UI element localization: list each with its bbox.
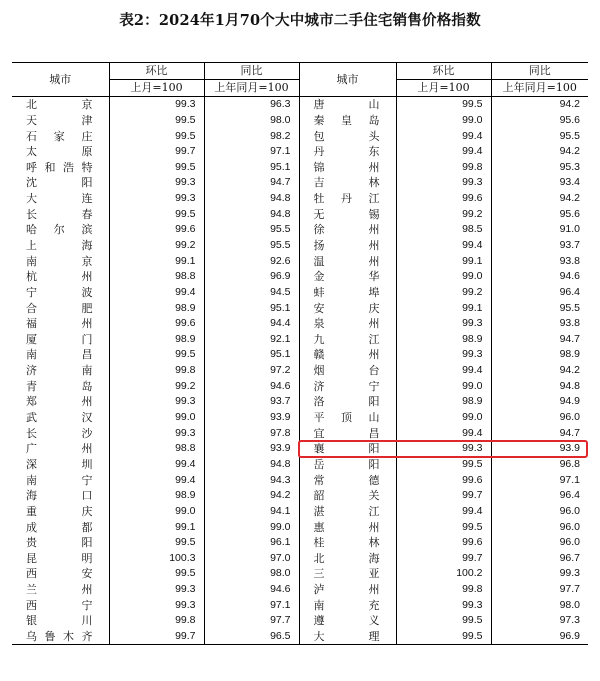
- yoy-value-right: 96.7: [559, 551, 580, 564]
- yoy-value-right: 94.2: [559, 364, 580, 377]
- table-row: [12, 582, 588, 598]
- mom-value-left: 99.5: [109, 206, 204, 222]
- header-row-1: [12, 63, 588, 80]
- header-city-left: 城市: [12, 63, 109, 97]
- yoy-value-left: 98.2: [204, 128, 299, 144]
- city-name-left: 合肥: [12, 300, 109, 316]
- city-name-left: 昆明: [12, 551, 109, 567]
- city-name-right: 宜昌: [299, 425, 396, 441]
- table-row: [12, 285, 588, 301]
- table-row: [12, 144, 588, 160]
- yoy-value-right: 94.7: [559, 426, 580, 439]
- table-row: [12, 160, 588, 176]
- mom-value-right: 98.5: [396, 222, 491, 238]
- yoy-value-left: 95.5: [204, 222, 299, 238]
- city-name-right: 韶关: [299, 488, 396, 504]
- mom-value-right: 99.7: [396, 488, 491, 504]
- mom-value-right: 99.4: [396, 128, 491, 144]
- mom-value-left: 98.8: [109, 441, 204, 457]
- city-name-right: 平顶山: [299, 410, 396, 426]
- mom-value-right: 99.7: [396, 551, 491, 567]
- yoy-value-right: 95.6: [559, 207, 580, 220]
- yoy-value-right: 94.6: [559, 270, 580, 283]
- city-name-left: 广州: [12, 441, 109, 457]
- city-name-right: 牡丹江: [299, 191, 396, 207]
- yoy-value-left: 95.1: [204, 300, 299, 316]
- yoy-value-right: 93.4: [559, 176, 580, 189]
- city-name-right: 泸州: [299, 582, 396, 598]
- mom-value-left: 99.4: [109, 472, 204, 488]
- city-name-left: 石家庄: [12, 128, 109, 144]
- table-row: [12, 253, 588, 269]
- yoy-value-left: 97.1: [204, 598, 299, 614]
- yoy-value-right: 93.7: [559, 238, 580, 251]
- mom-value-right: 99.5: [396, 457, 491, 473]
- yoy-value-right: 96.8: [559, 457, 580, 470]
- table-row: [12, 347, 588, 363]
- table-row: [12, 113, 588, 129]
- mom-value-left: 99.0: [109, 410, 204, 426]
- city-name-left: 西宁: [12, 598, 109, 614]
- yoy-value-left: 96.5: [204, 629, 299, 645]
- mom-value-left: 99.8: [109, 613, 204, 629]
- mom-value-right: 99.5: [396, 519, 491, 535]
- mom-value-left: 99.4: [109, 457, 204, 473]
- table-row: [12, 519, 588, 535]
- table-row: [12, 472, 588, 488]
- city-name-right: 大理: [299, 629, 396, 645]
- yoy-value-right: 97.7: [559, 583, 580, 596]
- table-title: 表2：2024年1月70个大中城市二手住宅销售价格指数: [119, 12, 481, 29]
- mom-value-left: 98.9: [109, 488, 204, 504]
- table-row: [12, 206, 588, 222]
- yoy-value-left: 94.6: [204, 582, 299, 598]
- yoy-value-left: 96.9: [204, 269, 299, 285]
- yoy-value-left: 94.2: [204, 488, 299, 504]
- yoy-value-left: 94.8: [204, 206, 299, 222]
- mom-value-right: 99.4: [396, 363, 491, 379]
- city-name-right: 洛阳: [299, 394, 396, 410]
- city-name-left: 杭州: [12, 269, 109, 285]
- city-name-left: 宁波: [12, 285, 109, 301]
- yoy-value-left: 92.6: [204, 253, 299, 269]
- city-name-left: 海口: [12, 488, 109, 504]
- mom-value-left: 99.3: [109, 598, 204, 614]
- mom-value-left: 99.3: [109, 97, 204, 113]
- yoy-value-right: 96.9: [491, 629, 588, 645]
- city-name-right: 锦州: [299, 160, 396, 176]
- mom-value-right: 98.9: [396, 332, 491, 348]
- yoy-value-right: 96.0: [559, 536, 580, 549]
- table-row: [12, 410, 588, 426]
- table-row: [12, 222, 588, 238]
- header-yoy-right: 同比: [491, 63, 588, 80]
- table-row: [12, 535, 588, 551]
- yoy-value-left: 98.0: [204, 113, 299, 129]
- table-row: [12, 566, 588, 582]
- table-row: [12, 394, 588, 410]
- city-name-left: 兰州: [12, 582, 109, 598]
- mom-value-left: 99.6: [109, 316, 204, 332]
- city-name-left: 郑州: [12, 394, 109, 410]
- yoy-value-left: 98.0: [204, 566, 299, 582]
- header-yoy-base-right: 上年同月=100: [491, 80, 588, 97]
- city-name-left: 南宁: [12, 472, 109, 488]
- city-name-left: 呼和浩特: [12, 160, 109, 176]
- mom-value-left: 99.8: [109, 363, 204, 379]
- city-name-right: 湛江: [299, 504, 396, 520]
- table-row: [12, 629, 588, 645]
- mom-value-right: 99.4: [396, 238, 491, 254]
- mom-value-left: 99.5: [109, 128, 204, 144]
- yoy-value-right: 93.8: [559, 317, 580, 330]
- mom-value-right: 98.9: [396, 394, 491, 410]
- yoy-value-right: 93.9: [559, 442, 580, 455]
- table-row: [12, 425, 588, 441]
- city-name-right: 金华: [299, 269, 396, 285]
- city-name-left: 乌鲁木齐: [12, 629, 109, 645]
- mom-value-left: 99.3: [109, 175, 204, 191]
- table-row: [12, 316, 588, 332]
- city-name-left: 贵阳: [12, 535, 109, 551]
- table-row: [12, 598, 588, 614]
- yoy-value-left: 94.5: [204, 285, 299, 301]
- header-mom-right: 环比: [396, 63, 491, 80]
- yoy-value-left: 94.4: [204, 316, 299, 332]
- yoy-value-right: 94.2: [559, 98, 580, 111]
- city-name-left: 天津: [12, 113, 109, 129]
- price-index-table: [12, 62, 588, 645]
- header-mom-left: 环比: [109, 63, 204, 80]
- mom-value-right: 99.8: [396, 582, 491, 598]
- mom-value-left: 99.0: [109, 504, 204, 520]
- yoy-value-right: 94.9: [559, 395, 580, 408]
- mom-value-left: 98.9: [109, 300, 204, 316]
- city-name-right: 赣州: [299, 347, 396, 363]
- yoy-value-right: 96.4: [559, 489, 580, 502]
- yoy-value-right: 94.2: [559, 145, 580, 158]
- city-name-right: 无锡: [299, 206, 396, 222]
- city-name-left: 哈尔滨: [12, 222, 109, 238]
- table-row: [12, 175, 588, 191]
- yoy-value-right: 95.5: [559, 301, 580, 314]
- yoy-value-left: 93.9: [204, 410, 299, 426]
- city-name-left: 武汉: [12, 410, 109, 426]
- yoy-value-left: 94.3: [204, 472, 299, 488]
- header-mom-base-right: 上月=100: [396, 80, 491, 97]
- city-name-right: 泉州: [299, 316, 396, 332]
- mom-value-left: 99.3: [109, 425, 204, 441]
- mom-value-right: 99.1: [396, 300, 491, 316]
- table-row: [12, 238, 588, 254]
- mom-value-left: 99.1: [109, 253, 204, 269]
- city-name-left: 成都: [12, 519, 109, 535]
- city-name-right: 扬州: [299, 238, 396, 254]
- city-name-right: 徐州: [299, 222, 396, 238]
- yoy-value-right: 98.0: [559, 598, 580, 611]
- yoy-value-left: 97.0: [204, 551, 299, 567]
- mom-value-left: 99.6: [109, 222, 204, 238]
- mom-value-left: 99.5: [109, 566, 204, 582]
- mom-value-right: 99.3: [396, 347, 491, 363]
- city-name-right: 温州: [299, 253, 396, 269]
- city-name-right: 桂林: [299, 535, 396, 551]
- mom-value-right: 99.0: [396, 410, 491, 426]
- yoy-value-right: 93.8: [559, 254, 580, 267]
- yoy-value-left: 94.8: [204, 457, 299, 473]
- yoy-value-left: 96.3: [204, 97, 299, 113]
- city-name-left: 济南: [12, 363, 109, 379]
- mom-value-right: 99.4: [396, 144, 491, 160]
- city-name-left: 长沙: [12, 425, 109, 441]
- city-name-right: 丹东: [299, 144, 396, 160]
- yoy-value-right: 95.5: [559, 129, 580, 142]
- city-name-right: 遵义: [299, 613, 396, 629]
- city-name-left: 银川: [12, 613, 109, 629]
- yoy-value-right: 97.1: [559, 473, 580, 486]
- mom-value-right: 99.0: [396, 113, 491, 129]
- mom-value-right: 99.4: [396, 425, 491, 441]
- yoy-value-left: 94.6: [204, 379, 299, 395]
- yoy-value-left: 97.7: [204, 613, 299, 629]
- city-name-left: 沈阳: [12, 175, 109, 191]
- city-name-right: 岳阳: [299, 457, 396, 473]
- header-mom-base-left: 上月=100: [109, 80, 204, 97]
- mom-value-right: 99.4: [396, 504, 491, 520]
- mom-value-right: 99.5: [396, 97, 491, 113]
- table-body: [12, 97, 588, 645]
- table-row: [12, 379, 588, 395]
- mom-value-right: 99.2: [396, 285, 491, 301]
- table-row: [12, 613, 588, 629]
- yoy-value-left: 97.8: [204, 425, 299, 441]
- yoy-value-left: 97.1: [204, 144, 299, 160]
- yoy-value-left: 94.8: [204, 191, 299, 207]
- table-row: [12, 97, 588, 113]
- mom-value-right: 99.1: [396, 253, 491, 269]
- city-name-right: 烟台: [299, 363, 396, 379]
- mom-value-left: 99.7: [109, 629, 204, 645]
- mom-value-right: 99.8: [396, 160, 491, 176]
- table-row: [12, 457, 588, 473]
- yoy-value-left: 95.5: [204, 238, 299, 254]
- mom-value-right: 99.3: [396, 316, 491, 332]
- yoy-value-right: 94.8: [559, 379, 580, 392]
- yoy-value-left: 94.7: [204, 175, 299, 191]
- header-yoy-left: 同比: [204, 63, 299, 80]
- city-name-right: 包头: [299, 128, 396, 144]
- yoy-value-left: 93.9: [204, 441, 299, 457]
- mom-value-right: 99.3: [396, 441, 491, 457]
- mom-value-right: 100.2: [396, 566, 491, 582]
- table-row: [12, 191, 588, 207]
- city-name-right: 吉林: [299, 175, 396, 191]
- mom-value-left: 99.5: [109, 160, 204, 176]
- city-name-right: 九江: [299, 332, 396, 348]
- city-name-left: 北京: [12, 97, 109, 113]
- yoy-value-left: 93.7: [204, 394, 299, 410]
- table-row: [12, 269, 588, 285]
- city-name-left: 深圳: [12, 457, 109, 473]
- city-name-left: 大连: [12, 191, 109, 207]
- city-name-left: 厦门: [12, 332, 109, 348]
- city-name-right: 济宁: [299, 379, 396, 395]
- yoy-value-left: 96.1: [204, 535, 299, 551]
- city-name-left: 重庆: [12, 504, 109, 520]
- yoy-value-right: 97.3: [559, 614, 580, 627]
- mom-value-left: 99.3: [109, 191, 204, 207]
- mom-value-left: 100.3: [109, 551, 204, 567]
- mom-value-left: 99.2: [109, 238, 204, 254]
- yoy-value-right: 95.3: [559, 160, 580, 173]
- city-name-left: 西安: [12, 566, 109, 582]
- city-name-left: 长春: [12, 206, 109, 222]
- city-name-right: 北海: [299, 551, 396, 567]
- city-name-left: 太原: [12, 144, 109, 160]
- yoy-value-right: 91.0: [559, 223, 580, 236]
- city-name-left: 南昌: [12, 347, 109, 363]
- city-name-right: 三亚: [299, 566, 396, 582]
- mom-value-right: 99.5: [396, 629, 491, 645]
- yoy-value-left: 94.1: [204, 504, 299, 520]
- header-city-right: 城市: [299, 63, 396, 97]
- table-row: [12, 551, 588, 567]
- yoy-value-left: 95.1: [204, 160, 299, 176]
- city-name-right: 常德: [299, 472, 396, 488]
- yoy-value-right: 94.2: [559, 192, 580, 205]
- mom-value-right: 99.0: [396, 269, 491, 285]
- yoy-value-right: 98.9: [559, 348, 580, 361]
- yoy-value-right: 95.6: [559, 113, 580, 126]
- mom-value-left: 99.5: [109, 347, 204, 363]
- city-name-left: 上海: [12, 238, 109, 254]
- mom-value-left: 99.5: [109, 113, 204, 129]
- mom-value-left: 99.3: [109, 394, 204, 410]
- yoy-value-right: 99.3: [559, 567, 580, 580]
- mom-value-left: 98.9: [109, 332, 204, 348]
- yoy-value-left: 99.0: [204, 519, 299, 535]
- mom-value-right: 99.6: [396, 535, 491, 551]
- table-row: [12, 363, 588, 379]
- city-name-right: 秦皇岛: [299, 113, 396, 129]
- city-name-right: 惠州: [299, 519, 396, 535]
- mom-value-left: 99.4: [109, 285, 204, 301]
- mom-value-right: 99.0: [396, 379, 491, 395]
- table-row: [12, 488, 588, 504]
- yoy-value-right: 96.4: [559, 285, 580, 298]
- city-name-left: 青岛: [12, 379, 109, 395]
- highlight-box: [298, 440, 588, 458]
- mom-value-right: 99.2: [396, 206, 491, 222]
- table-row: [12, 128, 588, 144]
- table-row: [12, 504, 588, 520]
- mom-value-right: 99.3: [396, 598, 491, 614]
- table-row: [12, 300, 588, 316]
- city-name-right: 蚌埠: [299, 285, 396, 301]
- mom-value-right: 99.3: [396, 175, 491, 191]
- yoy-value-left: 92.1: [204, 332, 299, 348]
- mom-value-left: 99.1: [109, 519, 204, 535]
- city-name-left: 南京: [12, 253, 109, 269]
- yoy-value-right: 94.7: [559, 332, 580, 345]
- city-name-left: 福州: [12, 316, 109, 332]
- yoy-value-right: 96.0: [559, 411, 580, 424]
- city-name-right: 唐山: [299, 97, 396, 113]
- city-name-right: 襄阳: [299, 441, 396, 457]
- yoy-value-right: 96.0: [559, 504, 580, 517]
- mom-value-right: 99.6: [396, 472, 491, 488]
- yoy-value-left: 97.2: [204, 363, 299, 379]
- mom-value-left: 99.3: [109, 582, 204, 598]
- mom-value-left: 99.5: [109, 535, 204, 551]
- mom-value-left: 99.7: [109, 144, 204, 160]
- city-name-right: 南充: [299, 598, 396, 614]
- yoy-value-left: 95.1: [204, 347, 299, 363]
- table-row: [12, 332, 588, 348]
- yoy-value-right: 96.0: [559, 520, 580, 533]
- mom-value-right: 99.5: [396, 613, 491, 629]
- city-name-right: 安庆: [299, 300, 396, 316]
- mom-value-left: 99.2: [109, 379, 204, 395]
- mom-value-right: 99.6: [396, 191, 491, 207]
- mom-value-left: 98.8: [109, 269, 204, 285]
- header-yoy-base-left: 上年同月=100: [204, 80, 299, 97]
